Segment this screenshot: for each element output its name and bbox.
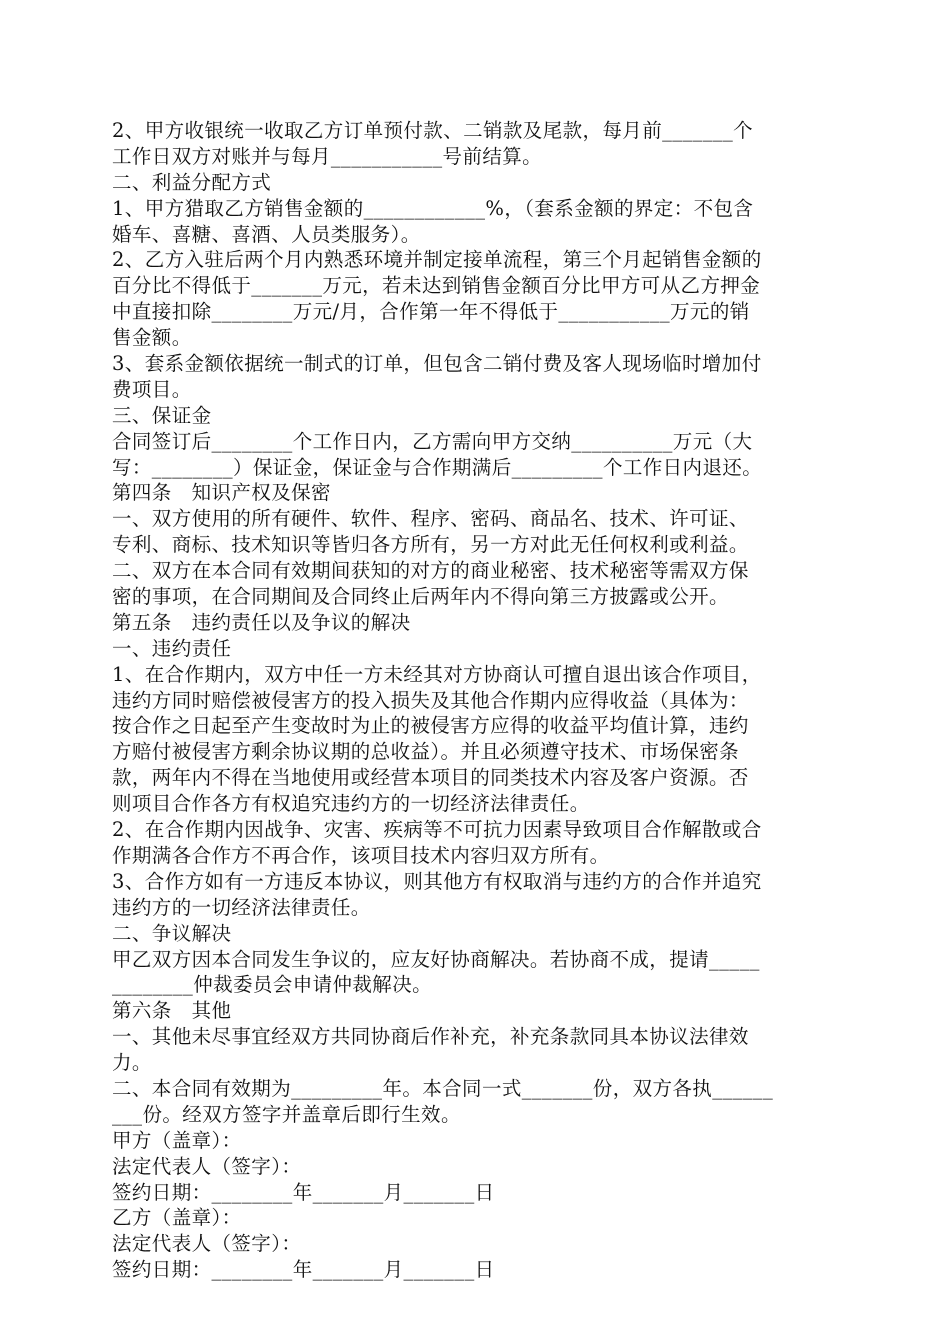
text-line: 甲乙双方因本合同发生争议的，应友好协商解决。若协商不成，提请_____: [112, 947, 760, 971]
text-line: 婚车、喜糖、喜酒、人员类服务）。: [112, 222, 421, 246]
signature-date-a: 签约日期：________年_______月_______日: [112, 1180, 495, 1204]
text-line: 百分比不得低于_______万元，若未达到销售金额百分比甲方可从乙方押金: [112, 274, 761, 298]
article-heading: 第六条 其他: [112, 999, 232, 1023]
text-line: 密的事项，在合同期间及合同终止后两年内不得向第三方披露或公开。: [112, 585, 729, 609]
text-line: 作期满各合作方不再合作，该项目技术内容归双方所有。: [112, 843, 610, 867]
text-line: 二、双方在本合同有效期间获知的对方的商业秘密、技术秘密等需双方保: [112, 559, 749, 583]
section-heading: 一、违约责任: [112, 636, 232, 660]
text-line: 专利、商标、技术知识等皆归各方所有，另一方对此无任何权利或利益。: [112, 533, 749, 557]
text-line: 违约方的一切经济法律责任。: [112, 895, 371, 919]
section-heading: 二、争议解决: [112, 921, 232, 945]
text-line: 违约方同时赔偿被侵害方的投入损失及其他合作期内应得收益（具体为：: [112, 688, 749, 712]
text-line: 3、合作方如有一方违反本协议，则其他方有权取消与违约方的合作并追究: [112, 869, 762, 893]
text-line: 方赔付被侵害方剩余协议期的总收益）。并且必须遵守技术、市场保密条: [112, 740, 740, 764]
text-line: 力。: [112, 1051, 152, 1075]
text-line: 一、其他未尽事宜经双方共同协商后作补充，补充条款同具本协议法律效: [112, 1025, 749, 1049]
contract-page: [112, 118, 844, 1283]
section-heading: 二、利益分配方式: [112, 170, 272, 194]
text-line: 工作日双方对账并与每月___________号前结算。: [112, 144, 543, 168]
text-line: 按合作之日起至产生变故时为止的被侵害方应得的收益平均值计算，违约: [112, 714, 749, 738]
text-line: 则项目合作各方有权追究违约方的一切经济法律责任。: [112, 792, 590, 816]
text-line: 二、本合同有效期为_________年。本合同一式_______份，双方各执______: [112, 1076, 774, 1100]
text-line: 2、甲方收银统一收取乙方订单预付款、二销款及尾款，每月前_______个: [112, 119, 754, 142]
text-line: 费项目。: [112, 377, 192, 401]
section-heading: 三、保证金: [112, 403, 212, 427]
signature-date-b: 签约日期：________年_______月_______日: [112, 1258, 495, 1282]
text-line: 售金额。: [112, 326, 192, 350]
text-line: 款，两年内不得在当地使用或经营本项目的同类技术内容及客户资源。否: [112, 766, 749, 790]
text-line: 合同签订后________个工作日内，乙方需向甲方交纳__________万元（大: [112, 429, 753, 453]
text-line: ________仲裁委员会申请仲裁解决。: [112, 973, 433, 997]
text-line: ___份。经双方签字并盖章后即行生效。: [112, 1102, 461, 1126]
article-heading: 第五条 违约责任以及争议的解决: [112, 610, 411, 634]
text-line: 1、甲方猎取乙方销售金额的____________%，（套系金额的界定：不包含: [112, 196, 754, 220]
signature-representative-a: 法定代表人（签字）：: [112, 1154, 302, 1178]
text-line: 2、在合作期内因战争、灾害、疾病等不可抗力因素导致项目合作解散或合: [112, 818, 762, 842]
text-line: 中直接扣除________万元/月，合作第一年不得低于___________万元的销: [112, 300, 750, 324]
signature-party-b: 乙方（盖章）：: [112, 1206, 242, 1230]
text-line: 1、在合作期内，双方中任一方未经其对方协商认可擅自退出该合作项目，: [112, 662, 762, 686]
text-line: 2、乙方入驻后两个月内熟悉环境并制定接单流程，第三个月起销售金额的: [112, 248, 762, 272]
article-heading: 第四条 知识产权及保密: [112, 481, 331, 505]
signature-party-a: 甲方（盖章）：: [112, 1128, 242, 1152]
text-line: 一、双方使用的所有硬件、软件、程序、密码、商品名、技术、许可证、: [112, 507, 749, 531]
text-line: 写：________）保证金，保证金与合作期满后_________个工作日内退还。: [112, 455, 763, 479]
signature-representative-b: 法定代表人（签字）：: [112, 1232, 302, 1256]
text-line: 3、套系金额依据统一制式的订单，但包含二销付费及客人现场临时增加付: [112, 352, 762, 376]
